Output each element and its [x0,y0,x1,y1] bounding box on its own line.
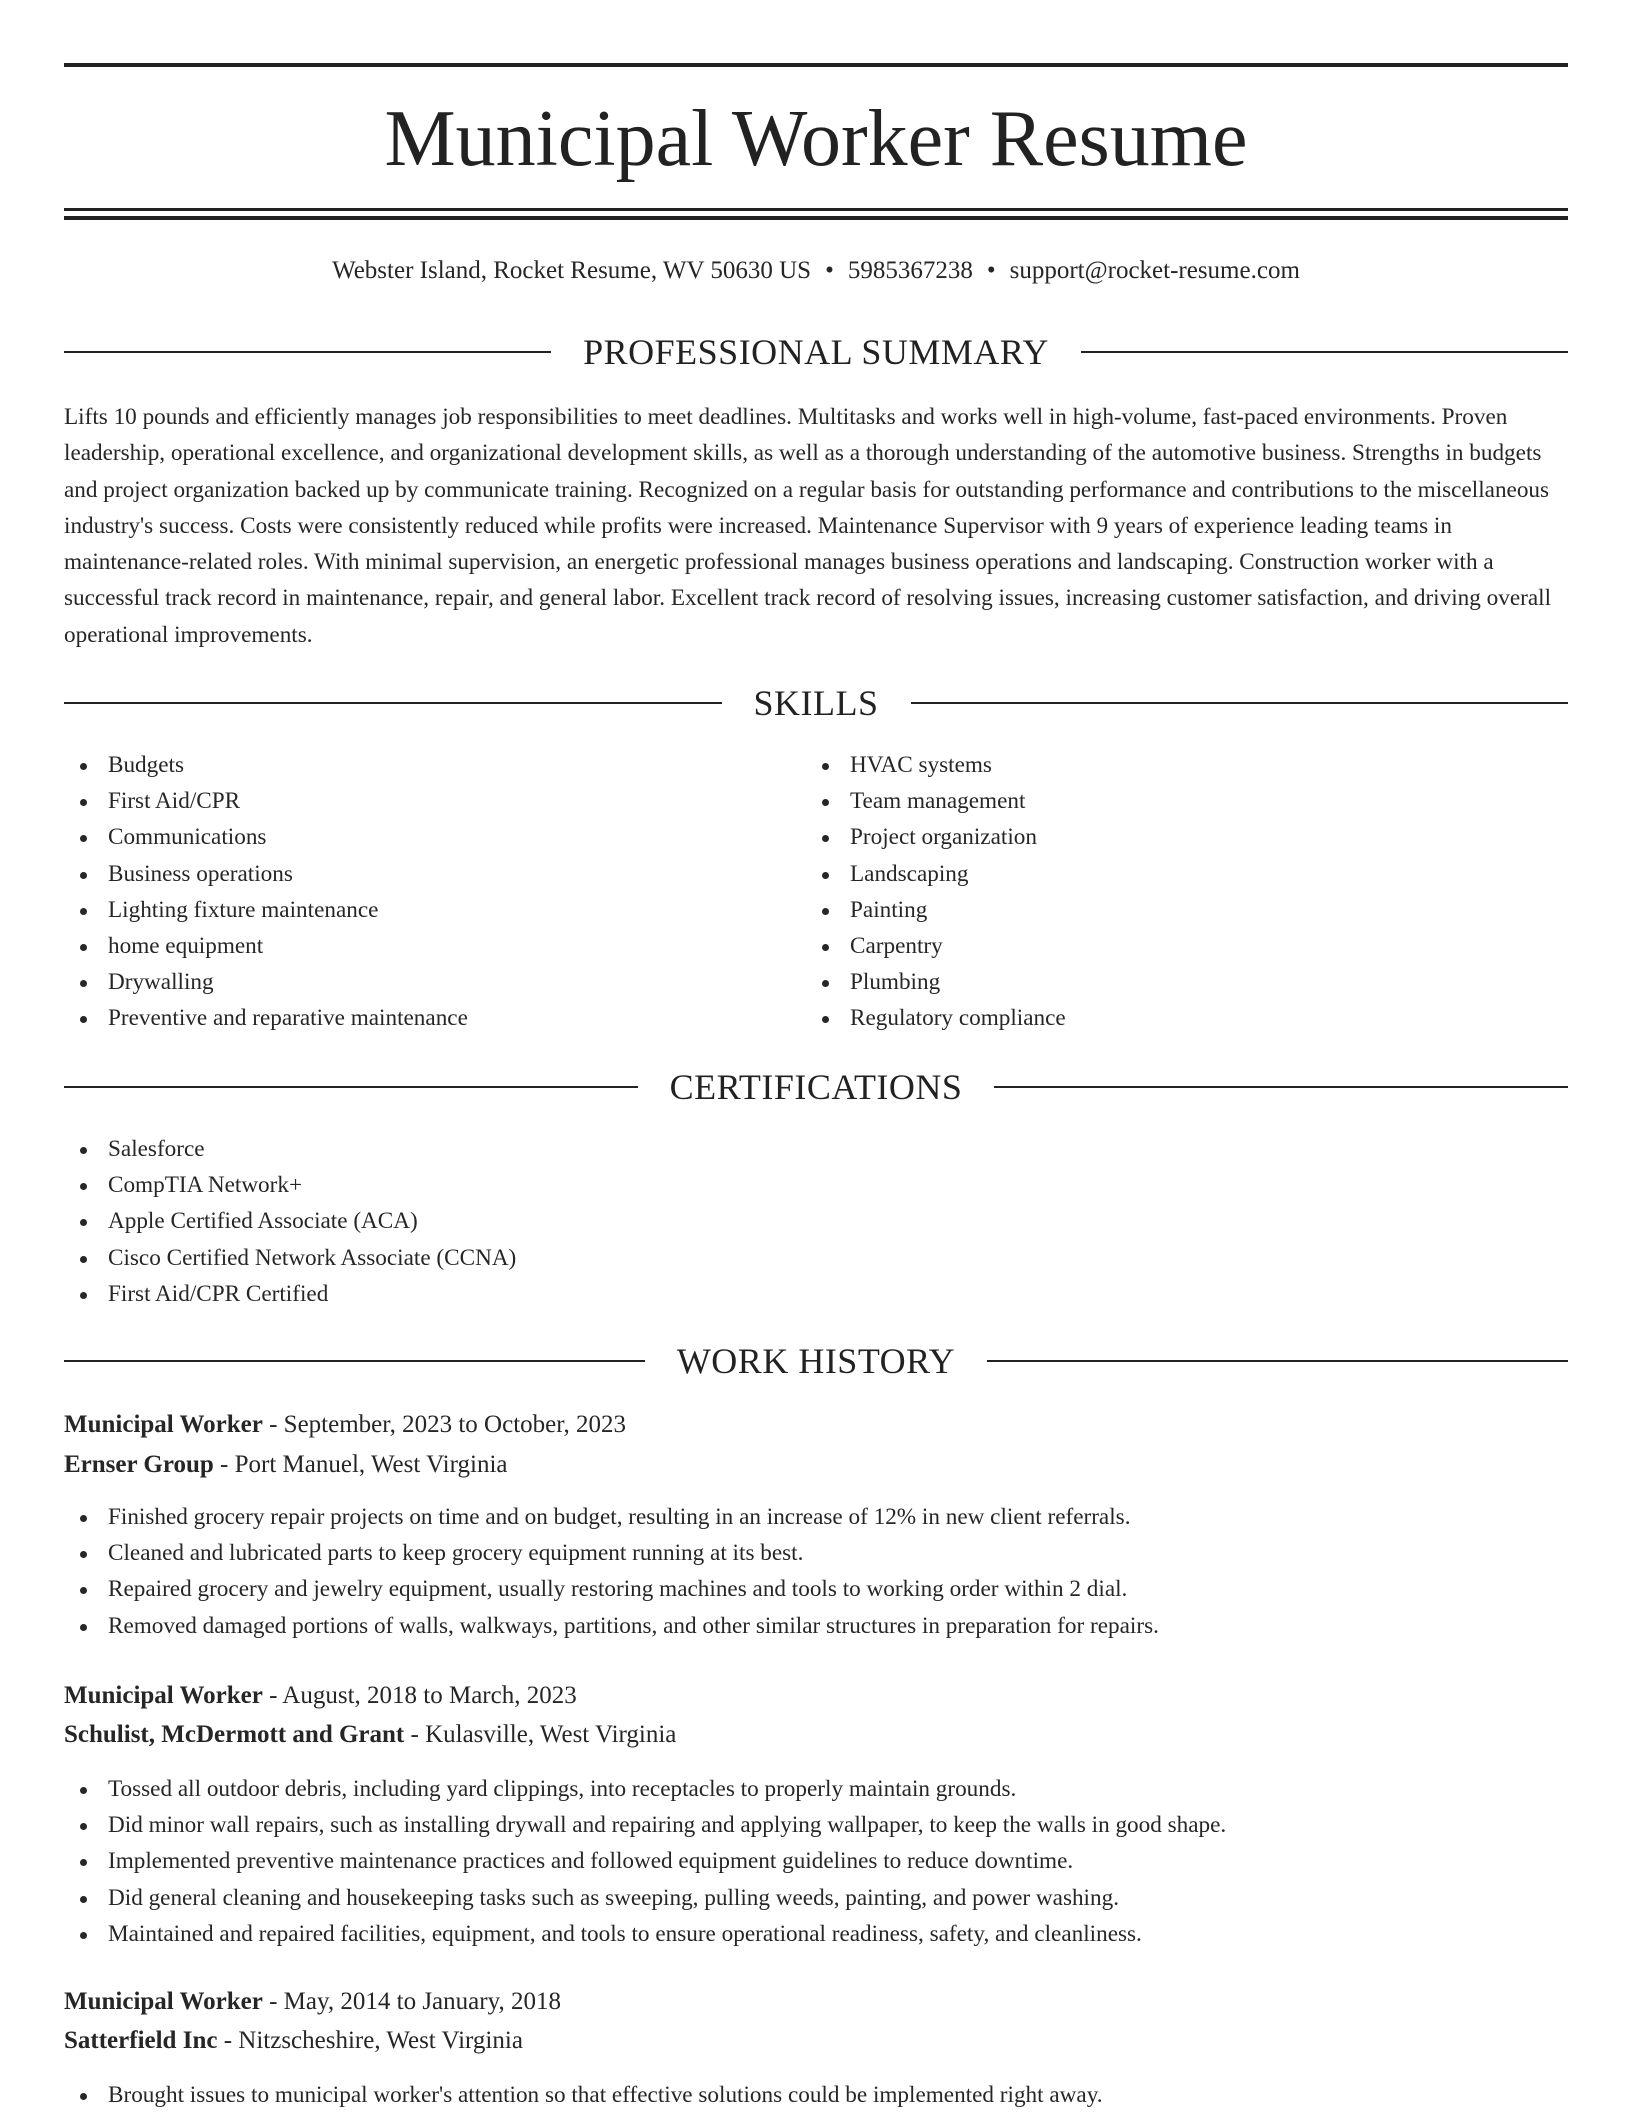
job-bullets [64,2077,1568,2113]
skill-item: Budgets [64,747,804,783]
job-bullet: Cleaned and lubricated parts to keep grocery equipment running at its best. [64,1535,1568,1571]
section-heading-text: SKILLS [753,683,879,723]
section-heading-text: PROFESSIONAL SUMMARY [583,332,1049,372]
title-rule-lower [64,216,1568,220]
skill-item: Landscaping [806,856,1546,892]
heading-rule [987,1360,1568,1362]
job-bullet: Maintained and repaired facilities, equipment, and tools to ensure operational readiness, safety, and cleanliness. [64,1916,1568,1952]
skill-item: Team management [806,783,1546,819]
skill-item: Drywalling [64,964,804,1000]
heading-rule [1081,351,1568,353]
skill-item: Plumbing [806,964,1546,1000]
skills-heading [64,681,1568,725]
contact-line [64,253,1568,289]
job-bullet: Finished grocery repair projects on time and on budget, resulting in an increase of 12% in new client referrals. [64,1499,1568,1535]
certification-item: CompTIA Network+ [64,1167,1568,1203]
certifications-heading [64,1065,1568,1109]
contact-separator: • [825,257,834,284]
heading-rule [64,1360,645,1362]
section-heading-text: WORK HISTORY [676,1341,956,1381]
job-company-line [64,2023,523,2059]
heading-rule [64,351,551,353]
skill-item: Regulatory compliance [806,1000,1546,1036]
heading-rule [994,1086,1568,1088]
work-history-heading [64,1339,1568,1383]
heading-rule [911,702,1569,704]
job-location: - Nitzscheshire, West Virginia [217,2027,523,2054]
job-title-line [64,1678,577,1714]
job-dates: - May, 2014 to January, 2018 [262,1988,561,2015]
section-heading-text: CERTIFICATIONS [669,1067,963,1107]
skill-item: Carpentry [806,928,1546,964]
certification-item: Salesforce [64,1131,1568,1167]
job-title-line [64,1407,626,1443]
job-bullets [64,1499,1568,1644]
job-title: Municipal Worker [64,1988,263,2015]
job-dates: - August, 2018 to March, 2023 [262,1682,577,1709]
skill-item: Preventive and reparative maintenance [64,1000,804,1036]
job-company-line [64,1447,508,1483]
job-company: Ernser Group [64,1451,214,1478]
contact-separator: • [986,257,996,284]
skill-item: Communications [64,819,804,855]
skill-item: Project organization [806,819,1546,855]
job-dates: - September, 2023 to October, 2023 [262,1411,627,1438]
contact-phone: 5985367238 [847,257,973,284]
job-location: - Port Manuel, West Virginia [213,1451,508,1478]
top-rule [64,63,1568,67]
skill-item: First Aid/CPR [64,783,804,819]
skill-item: Business operations [64,856,804,892]
job-bullet: Tossed all outdoor debris, including yard clippings, into receptacles to properly maintain grounds. [64,1771,1568,1807]
skill-item: HVAC systems [806,747,1546,783]
certification-item: Cisco Certified Network Associate (CCNA) [64,1240,1568,1276]
title-rule-upper [64,208,1568,211]
page-title: Municipal Worker Resume [384,95,1248,183]
skill-item: home equipment [64,928,804,964]
summary-text: Lifts 10 pounds and efficiently manages job responsibilities to meet deadlines. Multitasks and works well in high-volume, fast-paced environments. Proven leadership, operational excellence, and organizational development skills, as well as a thorough understanding of the automotive business. Strengths in budgets and project organization backed up by communicate training. Recognized on a regular basis for outstanding performance and contributions to the miscellaneous industry's success. Costs were consistently reduced while profits were increased. Maintenance Supervisor with 9 years of experience leading teams in maintenance-related roles. With minimal supervision, an energetic professional manages business operations and landscaping. Construction worker with a successful track record in maintenance, repair, and general labor. Excellent track record of resolving issues, increasing customer satisfaction, and driving overall operational improvements. [64,404,1552,648]
job-title-line [64,1984,561,2020]
job-bullets [64,1771,1568,1952]
job-bullet: Did general cleaning and housekeeping tasks such as sweeping, pulling weeds, painting, and power washing. [64,1880,1568,1916]
certification-item: First Aid/CPR Certified [64,1276,1568,1312]
job-bullet: Removed damaged portions of walls, walkways, partitions, and other similar structures in preparation for repairs. [64,1608,1568,1644]
job-title: Municipal Worker [64,1682,263,1709]
skill-item: Lighting fixture maintenance [64,892,804,928]
job-title: Municipal Worker [64,1411,263,1438]
certifications-list [64,1131,1568,1312]
job-location: - Kulasville, West Virginia [404,1721,677,1748]
summary-heading [64,330,1568,374]
certification-item: Apple Certified Associate (ACA) [64,1203,1568,1239]
skills-list-left [64,747,804,1037]
job-bullet: Did minor wall repairs, such as installing drywall and repairing and applying wallpaper, to keep the walls in good shape. [64,1807,1568,1843]
skill-item: Painting [806,892,1546,928]
job-company: Schulist, McDermott and Grant [64,1721,405,1748]
contact-address: Webster Island, Rocket Resume, WV 50630 US [332,257,812,284]
heading-rule [64,702,722,704]
heading-rule [64,1086,638,1088]
job-bullet: Repaired grocery and jewelry equipment, usually restoring machines and tools to working order within 2 dial. [64,1571,1568,1607]
job-bullet: Brought issues to municipal worker's attention so that effective solutions could be implemented right away. [64,2077,1568,2113]
contact-email: support@rocket-resume.com [1009,257,1300,284]
skills-list-right [806,747,1546,1037]
job-company: Satterfield Inc [64,2027,218,2054]
job-company-line [64,1717,676,1753]
job-bullet: Implemented preventive maintenance practices and followed equipment guidelines to reduce downtime. [64,1843,1568,1879]
